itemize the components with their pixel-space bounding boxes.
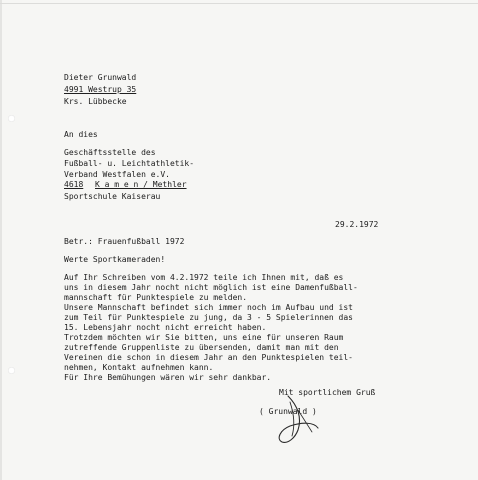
sender-district: Krs. Lübbecke bbox=[64, 97, 127, 106]
signature-name: ( Grunwald ) bbox=[259, 407, 317, 416]
recipient-line2: Fußball- u. Leichtathletik- bbox=[64, 159, 195, 168]
letter-date: 29.2.1972 bbox=[335, 220, 379, 229]
recipient-school: Sportschule Kaiserau bbox=[64, 192, 161, 201]
subject-line: Betr.: Frauenfußball 1972 bbox=[64, 237, 185, 246]
scan-edge bbox=[0, 0, 2, 480]
recipient-line3: Verband Westfalen e.V. bbox=[64, 170, 170, 179]
body-line: Vereinen die schon in diesem Jahr an den Punktespielen teil- bbox=[64, 353, 353, 362]
punch-hole-top bbox=[8, 115, 15, 122]
body-line: Trotzdem möchten wir Sie bitten, uns eine für unseren Raum bbox=[64, 333, 344, 342]
body-line: 15. Lebensjahr nocht nicht erreicht haben. bbox=[64, 323, 267, 332]
recipient-line1: Geschäftsstelle des bbox=[64, 148, 156, 157]
salutation: Werte Sportkameraden! bbox=[64, 255, 166, 264]
body-line: mannschaft für Punktespiele zu melden. bbox=[64, 293, 248, 302]
recipient-city: K a m e n / Methler bbox=[95, 180, 187, 189]
body-line: zum Teil für Punktespiele zu jung, da 3 - 5 Spielerinnen das bbox=[64, 313, 353, 322]
sender-name: Dieter Grunwald bbox=[64, 73, 137, 82]
handwritten-signature bbox=[268, 392, 348, 450]
body-line: Auf Ihr Schreiben vom 4.2.1972 teile ich Ihnen mit, daß es bbox=[64, 273, 344, 282]
scan-top-edge bbox=[0, 3, 478, 4]
recipient-postcode: 4618 bbox=[64, 180, 84, 189]
body-line: Für Ihre Bemühungen wären wir sehr dankbar. bbox=[64, 373, 272, 382]
body-line: zutreffende Gruppenliste zu übersenden, damit man mit den bbox=[64, 343, 339, 352]
punch-hole-bottom bbox=[8, 367, 15, 374]
body-line: nehmen, Kontakt aufnehmen kann. bbox=[64, 363, 214, 372]
body-line: uns in diesem Jahr nocht nicht möglich ist eine Damenfußball- bbox=[64, 283, 358, 292]
sender-street: 4991 Westrup 35 bbox=[64, 85, 137, 94]
body-line: Unsere Mannschaft befindet sich immer noch im Aufbau und ist bbox=[64, 303, 353, 312]
recipient-prefix: An dies bbox=[64, 130, 98, 139]
closing-line: Mit sportlichem Gruß bbox=[279, 388, 376, 397]
